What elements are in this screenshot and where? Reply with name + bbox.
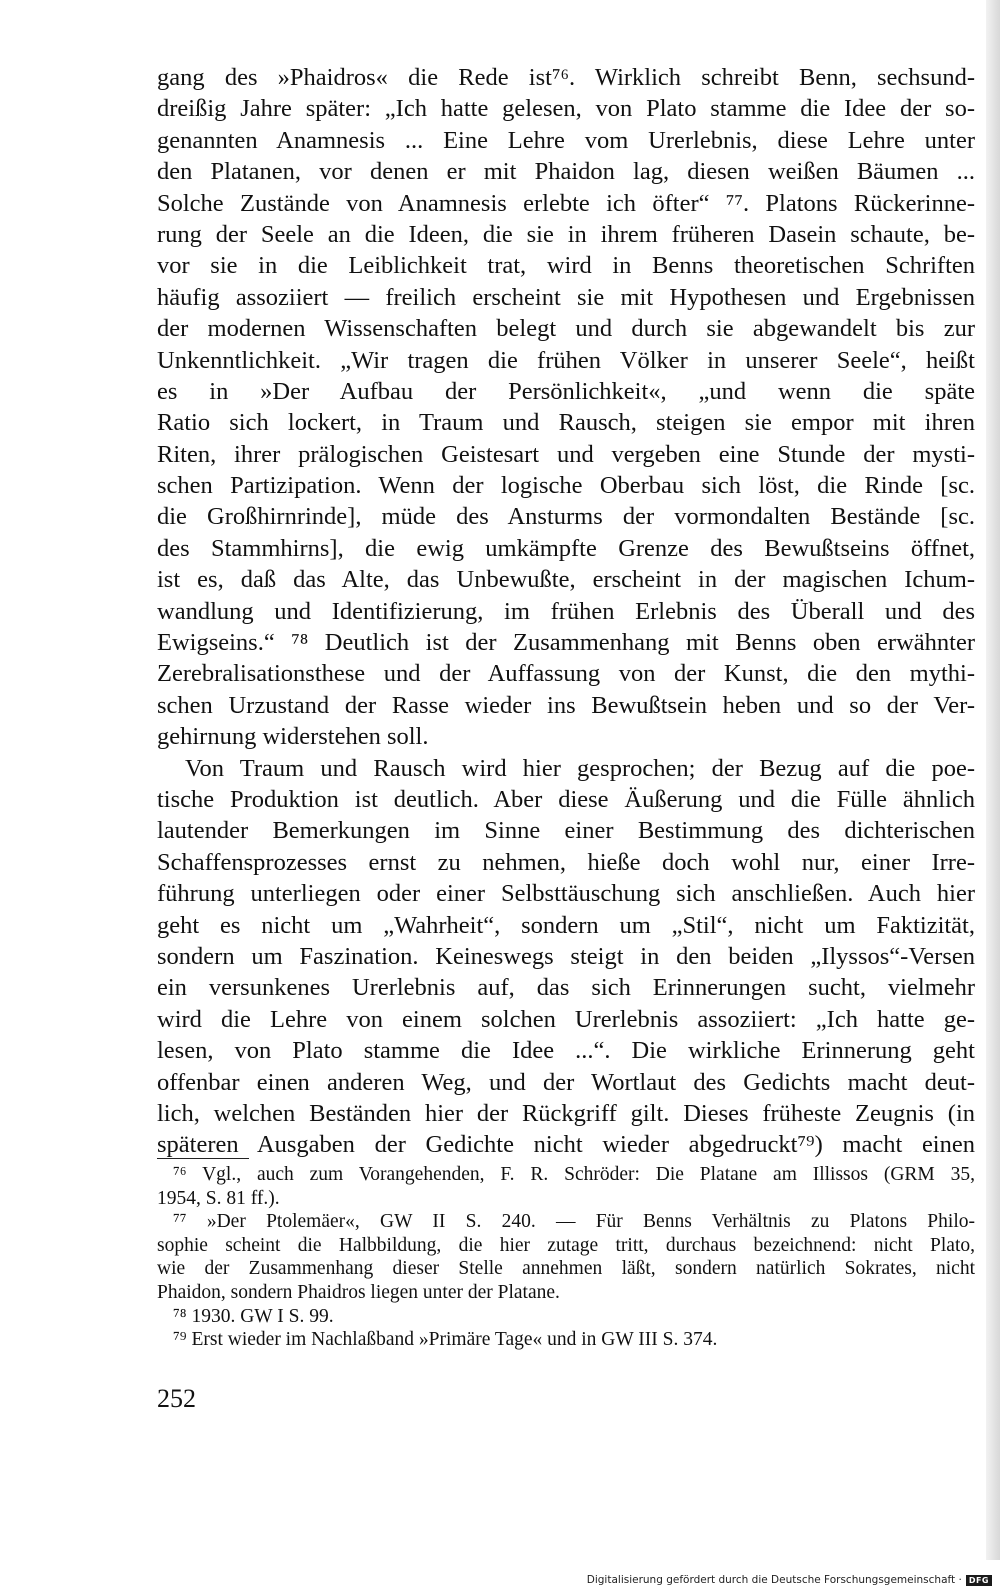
body-line: lesen, von Plato stamme die Idee ...“. Die wirkliche Erinnerung geht — [157, 1037, 975, 1065]
footnotes — [157, 1163, 975, 1352]
body-line: wandlung und Identifizierung, im frühen Erlebnis des Überall und des — [157, 597, 975, 625]
body-line: wird die Lehre von einem solchen Urerlebnis assoziiert: „Ich hatte ge- — [157, 1005, 975, 1033]
footnote-line: sophie scheint die Halbbildung, die hier zutage tritt, durchaus bezeichnend: nicht Plato, — [157, 1234, 975, 1256]
body-line: ein versunkenes Urerlebnis auf, das sich Erinnerungen sucht, vielmehr — [157, 974, 975, 1002]
body-line: Ratio sich lockert, in Traum und Rausch, steigen sie empor mit ihren — [157, 409, 975, 437]
page-edge-shadow — [986, 0, 1000, 1560]
body-line: vor sie in die Leiblichkeit trat, wird in Benns theoretischen Schriften — [157, 252, 975, 280]
body-line: den Platanen, vor denen er mit Phaidon lag, diesen weißen Bäumen ... — [157, 158, 975, 186]
digitization-credit — [587, 1574, 992, 1586]
footnote-line: 1954, S. 81 ff.). — [157, 1187, 280, 1209]
body-line: der modernen Wissenschaften belegt und durch sie abgewandelt bis zur — [157, 315, 975, 343]
body-line: schen Urzustand der Rasse wieder ins Bewußtsein heben und so der Ver- — [157, 691, 975, 719]
footnote-line: ⁷⁷ »Der Ptolemäer«, GW II S. 240. — Für Benns Verhältnis zu Platons Philo- — [173, 1211, 975, 1233]
body-line: gehirnung widerstehen soll. — [157, 723, 429, 751]
page-number: 252 — [157, 1384, 196, 1413]
body-line: es in »Der Aufbau der Persönlichkeit«, „und wenn die späte — [157, 377, 975, 405]
body-line: tische Produktion ist deutlich. Aber diese Äußerung und die Fülle ähnlich — [157, 785, 975, 813]
body-line: Zerebralisationsthese und der Auffassung von der Kunst, die den mythi- — [157, 660, 975, 688]
body-line: die Großhirnrinde], müde des Ansturms der vormondalten Bestände [sc. — [157, 503, 975, 531]
footnote-rule — [157, 1158, 249, 1159]
body-line: genannten Anamnesis ... Eine Lehre vom Urerlebnis, diese Lehre unter — [157, 126, 975, 154]
footnote-line: wie der Zusammenhang dieser Stelle annehmen läßt, sondern natürlich Sokrates, nicht — [157, 1258, 975, 1280]
body-line: Riten, ihrer prälogischen Geistesart und vergeben eine Stunde der mysti- — [157, 440, 975, 468]
body-line: offenbar einen anderen Weg, und der Wortlaut des Gedichts macht deut- — [157, 1068, 975, 1096]
body-line: ist es, daß das Alte, das Unbewußte, erscheint in der magischen Ichum- — [157, 566, 975, 594]
dfg-logo-icon: DFG — [966, 1575, 992, 1586]
body-line: Solche Zustände von Anamnesis erlebte ich öfter“ ⁷⁷. Platons Rückerinne- — [157, 189, 975, 217]
body-line: häufig assoziiert — freilich erscheint sie mit Hypothesen und Ergebnissen — [157, 283, 975, 311]
footnote-line: ⁷⁸ 1930. GW I S. 99. — [173, 1305, 334, 1327]
body-line: sondern um Faszination. Keineswegs steigt in den beiden „Ilyssos“-Versen — [157, 942, 975, 970]
body-line: Schaffensprozesses ernst zu nehmen, hieße doch wohl nur, einer Irre- — [157, 848, 975, 876]
body-line: geht es nicht um „Wahrheit“, sondern um „Stil“, nicht um Faktizität, — [157, 911, 975, 939]
body-line: gang des »Phaidros« die Rede ist⁷⁶. Wirklich schreibt Benn, sechsund- — [157, 64, 975, 91]
footnote-line: ⁷⁶ Vgl., auch zum Vorangehenden, F. R. Schröder: Die Platane am Illissos (GRM 35, — [173, 1164, 975, 1185]
body-line: lich, welchen Beständen hier der Rückgriff gilt. Dieses früheste Zeugnis (in — [157, 1099, 975, 1127]
body-text — [157, 62, 975, 1161]
body-line: dreißig Jahre später: „Ich hatte gelesen, von Plato stamme die Idee der so- — [157, 95, 975, 123]
body-line: führung unterliegen oder einer Selbsttäuschung sich anschließen. Auch hier — [157, 880, 975, 908]
body-line: rung der Seele an die Ideen, die sie in ihrem früheren Dasein schaute, be- — [157, 220, 975, 248]
credit-text: Digitalisierung gefördert durch die Deutsche Forschungsgemeinschaft · — [586, 1574, 962, 1586]
body-line: lautender Bemerkungen im Sinne einer Bestimmung des dichterischen — [157, 817, 975, 845]
body-line: Unkenntlichkeit. „Wir tragen die frühen Völker in unserer Seele“, heißt — [157, 346, 975, 374]
body-line: späteren Ausgaben der Gedichte nicht wieder abgedruckt⁷⁹) macht einen — [157, 1131, 975, 1159]
body-line: Ewigseins.“ ⁷⁸ Deutlich ist der Zusammenhang mit Benns oben erwähnter — [157, 629, 975, 657]
body-line: Von Traum und Rausch wird hier gesprochen; der Bezug auf die poe- — [185, 754, 975, 782]
body-line: des Stammhirns], die ewig umkämpfte Grenze des Bewußtseins öffnet, — [157, 534, 975, 562]
footnote-line: ⁷⁹ Erst wieder im Nachlaßband »Primäre Tage« und in GW III S. 374. — [173, 1329, 718, 1351]
body-line: schen Partizipation. Wenn der logische Oberbau sich löst, die Rinde [sc. — [157, 472, 975, 500]
footnote-line: Phaidon, sondern Phaidros liegen unter der Platane. — [157, 1281, 560, 1303]
